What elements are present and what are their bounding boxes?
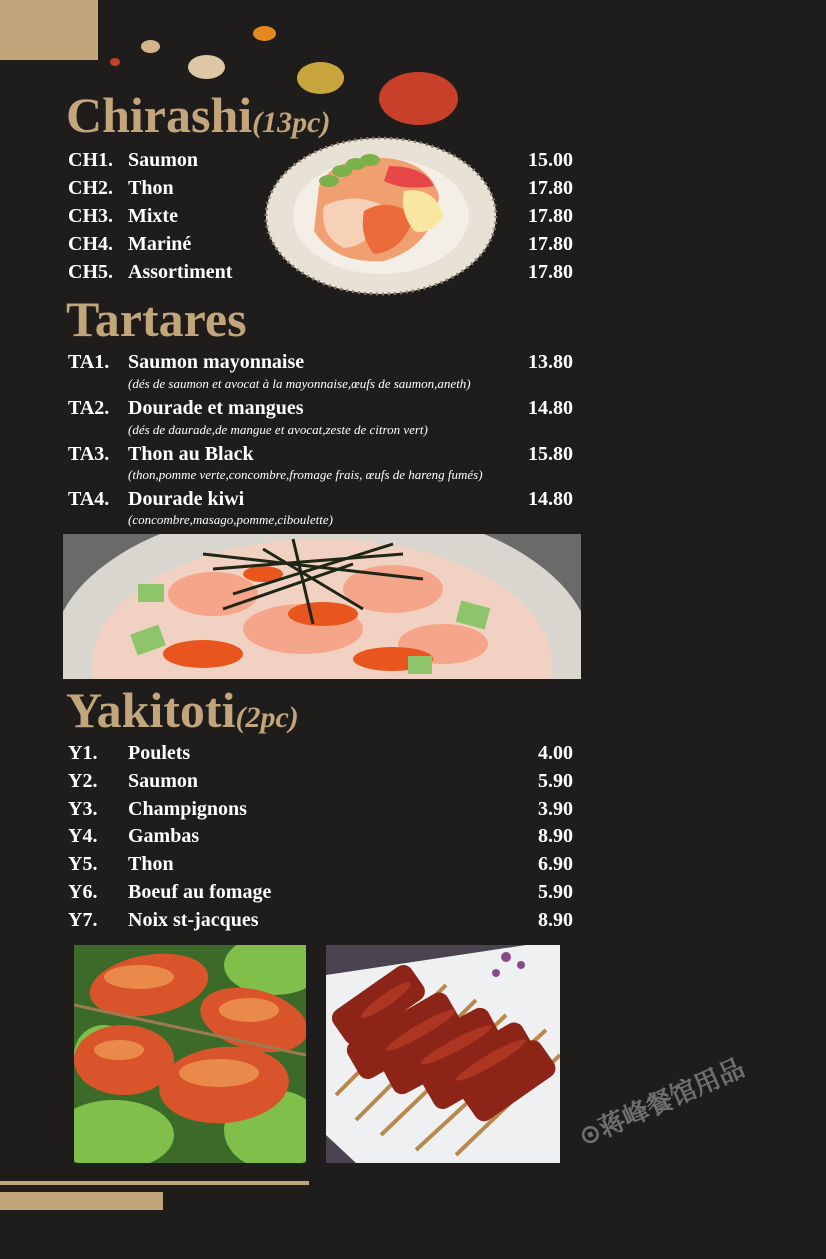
tartare-photo: [63, 534, 581, 679]
menu-item: [68, 146, 573, 174]
menu-item: [68, 850, 573, 878]
item-code: TA3.: [68, 443, 110, 465]
menu-item: [68, 394, 573, 422]
item-code: TA2.: [68, 397, 110, 419]
item-name: Thon: [128, 177, 174, 199]
item-price: 8.90: [538, 825, 573, 847]
menu-item: [68, 258, 573, 286]
item-description: (concombre,masago,pomme,ciboulette): [128, 512, 333, 527]
item-name: Saumon: [128, 149, 199, 171]
item-price: 4.00: [538, 742, 573, 764]
item-name: Assortiment: [128, 261, 233, 283]
item-code: Y2.: [68, 770, 98, 792]
item-name: Mariné: [128, 233, 192, 255]
section-title-yakitoti: [66, 681, 299, 739]
item-price: 14.80: [528, 397, 573, 419]
item-name: Boeuf au fomage: [128, 881, 272, 903]
chicken-skewer-photo: [74, 945, 306, 1163]
menu-item: [68, 795, 573, 823]
item-description: (thon,pomme verte,concombre,fromage frais, œufs de hareng fumés): [128, 467, 483, 482]
menu-item: [68, 822, 573, 850]
item-price: 6.90: [538, 853, 573, 875]
item-code: CH3.: [68, 205, 113, 227]
item-code: CH1.: [68, 149, 113, 171]
decor-dot: [110, 58, 120, 66]
tartares-title: Tartares: [66, 291, 247, 347]
item-description: (dés de daurade,de mangue et avocat,zeste de citron vert): [128, 422, 428, 437]
item-code: CH4.: [68, 233, 113, 255]
menu-item: [68, 878, 573, 906]
menu-item: [68, 230, 573, 258]
menu-item: [68, 906, 573, 934]
menu-item: [68, 485, 573, 513]
menu-item: [68, 739, 573, 767]
item-name: Poulets: [128, 742, 191, 764]
item-code: Y1.: [68, 742, 98, 764]
item-code: TA4.: [68, 488, 110, 510]
item-code: Y5.: [68, 853, 98, 875]
item-price: 5.90: [538, 881, 573, 903]
item-code: TA1.: [68, 351, 110, 373]
yakitoti-title: Yakitoti: [66, 682, 236, 738]
item-name: Gambas: [128, 825, 200, 847]
item-price: 17.80: [528, 205, 573, 227]
item-name: Mixte: [128, 205, 178, 227]
item-name: Dourade et mangues: [128, 397, 304, 419]
bottom-bar-thin: [0, 1181, 309, 1185]
item-name: Thon au Black: [128, 443, 254, 465]
item-name: Thon: [128, 853, 174, 875]
item-name: Dourade kiwi: [128, 488, 245, 510]
item-price: 17.80: [528, 177, 573, 199]
beef-skewer-photo: [326, 945, 560, 1163]
item-price: 5.90: [538, 770, 573, 792]
bottom-bar-thick: [0, 1192, 163, 1210]
item-price: 3.90: [538, 798, 573, 820]
item-name: Saumon: [128, 770, 199, 792]
corner-decoration: [0, 0, 98, 60]
item-price: 15.00: [528, 149, 573, 171]
item-price: 17.80: [528, 261, 573, 283]
menu-item: [68, 440, 573, 468]
item-price: 13.80: [528, 351, 573, 373]
item-name: Champignons: [128, 798, 247, 820]
menu-item: [68, 202, 573, 230]
decor-dot: [253, 26, 276, 41]
watermark-icon: ⊙: [574, 1116, 607, 1153]
watermark: [572, 1048, 749, 1154]
chirashi-subtitle: (13pc): [252, 106, 331, 139]
item-price: 17.80: [528, 233, 573, 255]
item-code: CH5.: [68, 261, 113, 283]
menu-item: [68, 348, 573, 376]
item-price: 14.80: [528, 488, 573, 510]
item-code: Y4.: [68, 825, 98, 847]
section-title-tartares: [66, 290, 247, 348]
yakitoti-subtitle: (2pc): [235, 701, 299, 734]
item-description: (dés de saumon et avocat à la mayonnaise,œufs de saumon,aneth): [128, 376, 471, 391]
chirashi-title: Chirashi: [66, 87, 253, 143]
item-code: Y7.: [68, 909, 98, 931]
menu-item: [68, 174, 573, 202]
item-name: Noix st-jacques: [128, 909, 259, 931]
item-price: 15.80: [528, 443, 573, 465]
menu-item: [68, 767, 573, 795]
watermark-text: 蒋峰餐馆用品: [594, 1053, 750, 1145]
item-code: CH2.: [68, 177, 113, 199]
decor-dot: [188, 55, 225, 79]
item-code: Y3.: [68, 798, 98, 820]
decor-dot: [141, 40, 160, 53]
item-code: Y6.: [68, 881, 98, 903]
item-price: 8.90: [538, 909, 573, 931]
item-name: Saumon mayonnaise: [128, 351, 305, 373]
decor-dot: [379, 72, 458, 125]
